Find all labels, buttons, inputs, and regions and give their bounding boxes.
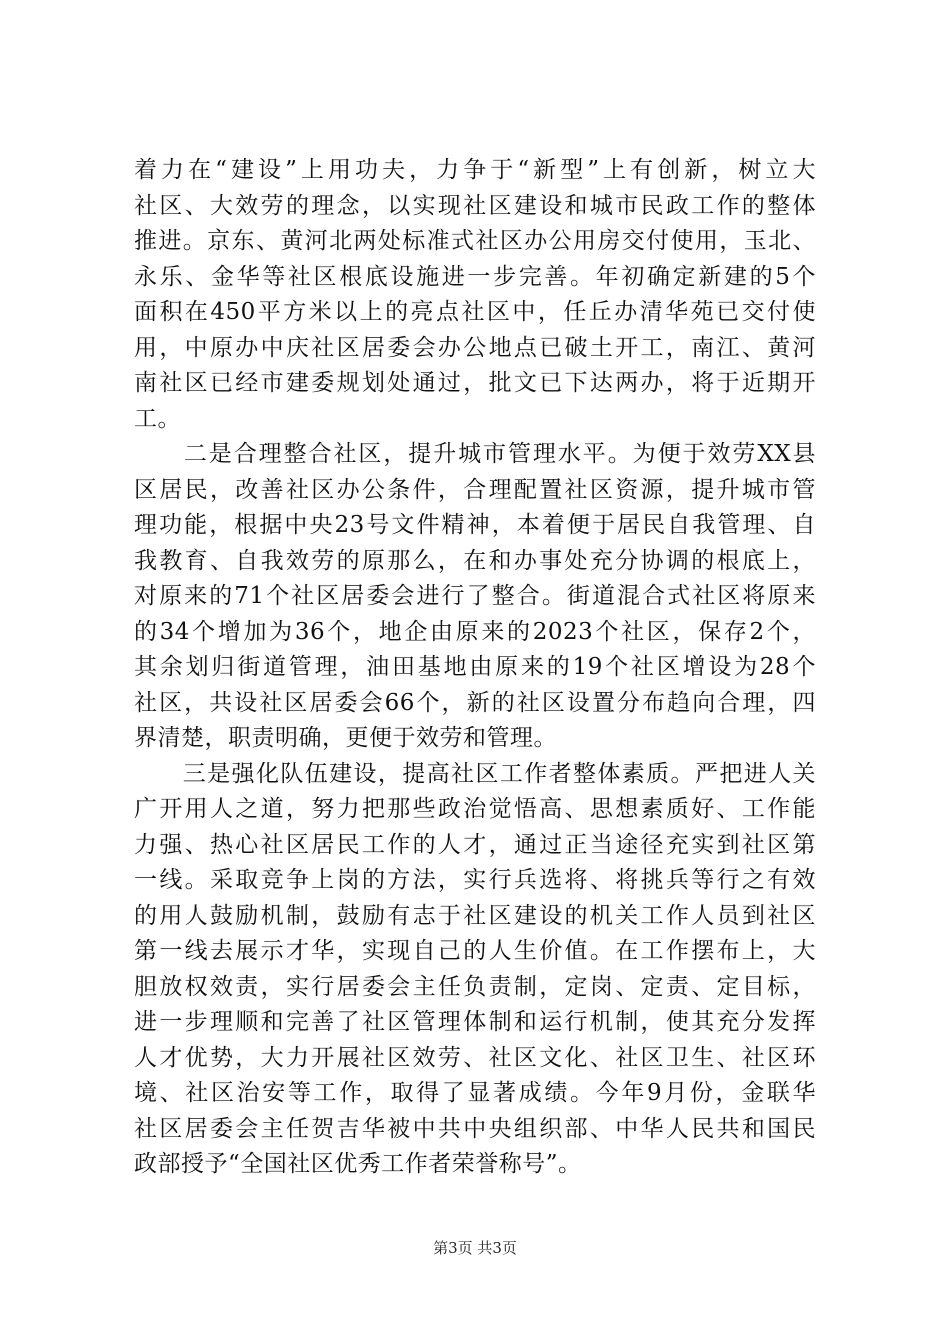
text-line: 人才优势，大力开展社区效劳、社区文化、社区卫生、社区环 bbox=[134, 1044, 816, 1071]
text-line: 工。 bbox=[134, 405, 181, 432]
text-line: 面积在450平方米以上的亮点社区中，任丘办清华苑已交付使 bbox=[134, 299, 816, 325]
text-line: 胆放权效责，实行居委会主任负责制，定岗、定责、定目标， bbox=[134, 973, 816, 1000]
text-line: 用，中原办中庆社区居委会办公地点已破土开工，南江、黄河 bbox=[134, 334, 816, 361]
text-line: 三是强化队伍建设，提高社区工作者整体素质。严把进人关 bbox=[134, 760, 816, 787]
text-line: 广开用人之道，努力把那些政治觉悟高、思想素质好、工作能 bbox=[134, 796, 816, 822]
text-line: 二是合理整合社区，提升城市管理水平。为便于效劳XX县 bbox=[134, 441, 816, 467]
text-line: 理功能，根据中央23号文件精神，本着便于居民自我管理、自 bbox=[134, 512, 816, 538]
text-line: 境、社区治安等工作，取得了显著成绩。今年9月份，金联华 bbox=[134, 1080, 816, 1106]
text-line: 其余划归街道管理，油田基地由原来的19个社区增设为28个 bbox=[134, 654, 816, 680]
document-body bbox=[134, 153, 816, 1183]
text-line: 对原来的71个社区居委会进行了整合。街道混合式社区将原来 bbox=[134, 583, 816, 609]
text-line: 的34个增加为36个，地企由原来的2023个社区，保存2个， bbox=[134, 618, 816, 645]
text-line: 永乐、金华等社区根底设施进一步完善。年初确定新建的5个 bbox=[134, 263, 816, 290]
text-line: 社区，共设社区居委会66个，新的社区设置分布趋向合理，四 bbox=[134, 689, 816, 716]
text-line: 区居民，改善社区办公条件，合理配置社区资源，提升城市管 bbox=[134, 476, 816, 503]
text-line: 推进。京东、黄河北两处标准式社区办公用房交付使用，玉北、 bbox=[134, 228, 816, 254]
text-line: 社区、大效劳的理念，以实现社区建设和城市民政工作的整体 bbox=[134, 192, 816, 219]
text-line: 社区居委会主任贺吉华被中共中央组织部、中华人民共和国民 bbox=[134, 1115, 816, 1142]
text-line: 界清楚，职责明确，更便于效劳和管理。 bbox=[134, 725, 557, 751]
text-line: 一线。采取竞争上岗的方法，实行兵选将、将挑兵等行之有效 bbox=[134, 867, 816, 893]
text-line: 的用人鼓励机制，鼓励有志于社区建设的机关工作人员到社区 bbox=[134, 902, 816, 929]
text-line: 政部授予“全国社区优秀工作者荣誉称号”。 bbox=[134, 1151, 582, 1177]
text-line: 着力在“建设”上用功夫，力争于“新型”上有创新，树立大 bbox=[134, 157, 816, 183]
text-line: 我教育、自我效劳的原那么，在和办事处充分协调的根底上， bbox=[134, 547, 816, 574]
text-line: 力强、热心社区居民工作的人才，通过正当途径充实到社区第 bbox=[134, 831, 816, 858]
text-line: 第一线去展示才华，实现自己的人生价值。在工作摆布上，大 bbox=[134, 938, 816, 964]
text-line: 南社区已经市建委规划处通过，批文已下达两办，将于近期开 bbox=[134, 370, 816, 396]
text-line: 进一步理顺和完善了社区管理体制和运行机制，使其充分发挥 bbox=[134, 1009, 816, 1035]
page-number-footer: 第3页 共3页 bbox=[433, 1239, 517, 1257]
